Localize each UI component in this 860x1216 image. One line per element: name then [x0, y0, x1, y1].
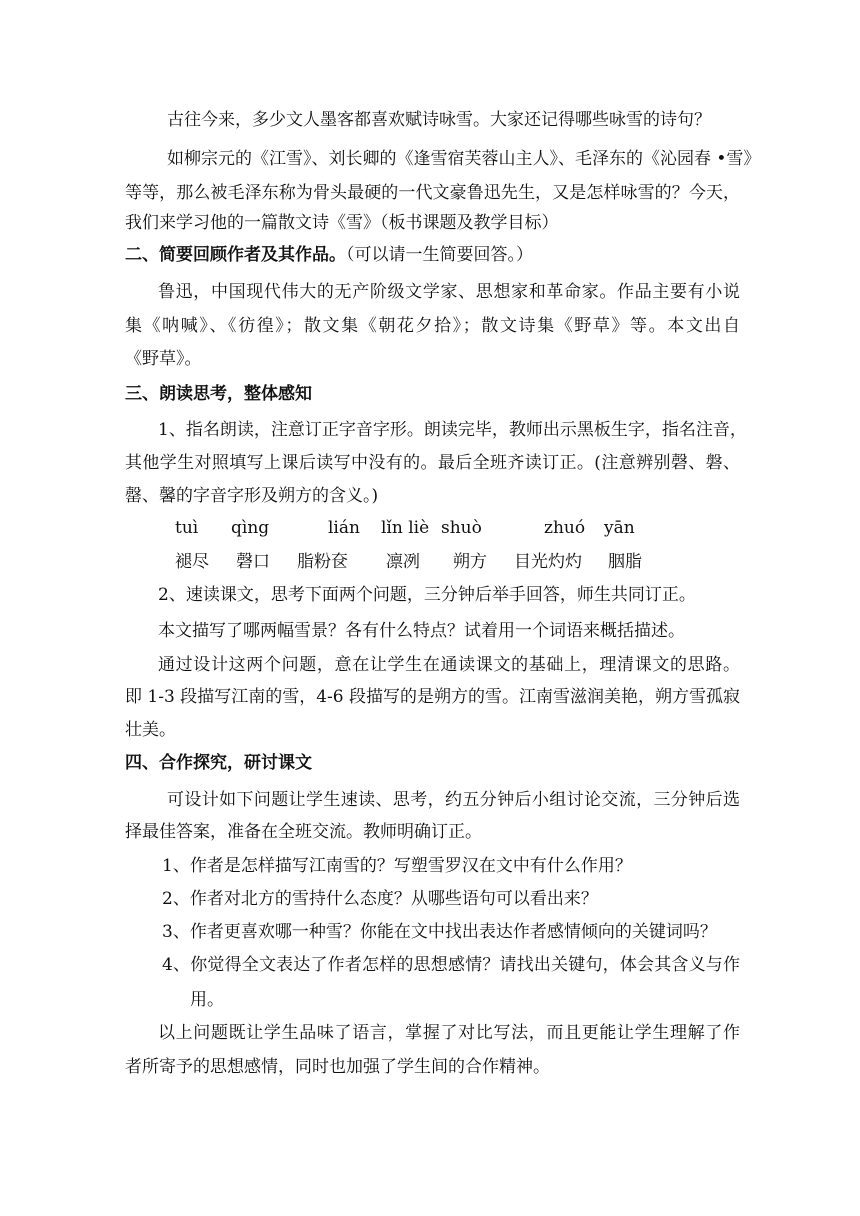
- question-2: 2、作者对北方的雪持什么态度？从哪些语句可以看出来？: [162, 889, 598, 909]
- section-4-intro-line-2: 择最佳答案，准备在全班交流。教师明确订正。: [125, 822, 482, 842]
- pinyin-item: zhuó: [544, 518, 586, 538]
- summary-line-2: 者所寄予的思想感情，同时也加强了学生间的合作精神。: [125, 1057, 550, 1077]
- intro-line-3: 等等，那么被毛泽东称为骨头最硬的一代文豪鲁迅先生，又是怎样咏雪的？今天，: [125, 183, 740, 203]
- pinyin-item: shuò: [441, 518, 482, 538]
- pinyin-item: qìng: [231, 518, 270, 538]
- section-2-line-2: 集《呐喊》、《彷徨》；散文集《朝花夕拾》；散文诗集《野草》等。本文出自: [125, 316, 740, 336]
- vocabulary-item: 凛冽: [386, 552, 420, 572]
- summary-line-1: 以上问题既让学生品味了语言，掌握了对比写法，而且更能让学生理解了作: [158, 1023, 740, 1043]
- section-3-step1-line-2: 其他学生对照填写上课后读写中没有的。最后全班齐读订正。(注意辨别磬、磐、: [125, 453, 740, 473]
- section-3-analysis-line-1: 通过设计这两个问题，意在让学生在通读课文的基础上，理清课文的思路。: [158, 655, 740, 675]
- vocabulary-item: 磬口: [236, 552, 270, 572]
- section-3-step2: 2、速读课文，思考下面两个问题，三分钟后举手回答，师生共同订正。: [158, 585, 696, 605]
- vocabulary-item: 朔方: [453, 552, 487, 572]
- section-3-heading: 三、朗读思考，整体感知: [125, 384, 312, 404]
- section-3-step1-line-3: 罄、馨的字音字形及朔方的含义。): [125, 486, 379, 506]
- vocabulary-item: 目光灼灼: [514, 552, 582, 572]
- section-2-heading: [125, 245, 740, 265]
- section-2-title: 二、简要回顾作者及其作品。: [125, 245, 346, 265]
- question-4-line-1: 4、你觉得全文表达了作者怎样的思想感情？请找出关键句，体会其含义与作: [162, 955, 740, 975]
- pinyin-item: yān: [604, 518, 635, 538]
- question-4-line-2: 用。: [190, 990, 224, 1010]
- intro-line-4: 我们来学习他的一篇散文诗《雪》（板书课题及教学目标）: [125, 213, 559, 233]
- section-4-intro-line-1: 可设计如下问题让学生速读、思考，约五分钟后小组讨论交流，三分钟后选: [167, 790, 740, 810]
- section-2-line-3: 《野草》。: [125, 349, 202, 369]
- section-3-step1-line-1: 1、指名朗读，注意订正字音字形。朗读完毕，教师出示黑板生字，指名注音，: [158, 420, 747, 440]
- pinyin-item: tuì: [175, 518, 199, 538]
- section-4-heading: 四、合作探究，研讨课文: [125, 753, 312, 773]
- vocabulary-item: 褪尽: [175, 552, 209, 572]
- section-3-analysis-line-3: 壮美。: [125, 720, 176, 740]
- intro-line-2: 如柳宗元的《江雪》、刘长卿的《逢雪宿芙蓉山主人》、毛泽东的《沁园春 •雪》: [167, 149, 761, 169]
- question-1: 1、作者是怎样描写江南雪的？写塑雪罗汉在文中有什么作用？: [162, 856, 632, 876]
- section-3-question: 本文描写了哪两幅雪景？各有什么特点？试着用一个词语来概括描述。: [158, 621, 685, 641]
- question-3: 3、作者更喜欢哪一种雪？你能在文中找出表达作者感情倾向的关键词吗？: [162, 922, 717, 942]
- section-3-analysis-line-2: 即 1-3 段描写江南的雪，4-6 段描写的是朔方的雪。江南雪滋润美艳，朔方雪孤寂: [125, 687, 740, 707]
- section-2-note: （可以请一生简要回答。）: [346, 245, 533, 265]
- section-2-line-1: 鲁迅，中国现代伟大的无产阶级文学家、思想家和革命家。作品主要有小说: [158, 282, 740, 302]
- vocabulary-item: 脂粉奁: [297, 552, 348, 572]
- pinyin-item: lǐn liè: [381, 518, 430, 538]
- vocabulary-item: 胭脂: [608, 552, 642, 572]
- pinyin-item: lián: [328, 518, 360, 538]
- intro-line-1: 古往今来，多少文人墨客都喜欢赋诗咏雪。大家还记得哪些咏雪的诗句？: [167, 110, 711, 130]
